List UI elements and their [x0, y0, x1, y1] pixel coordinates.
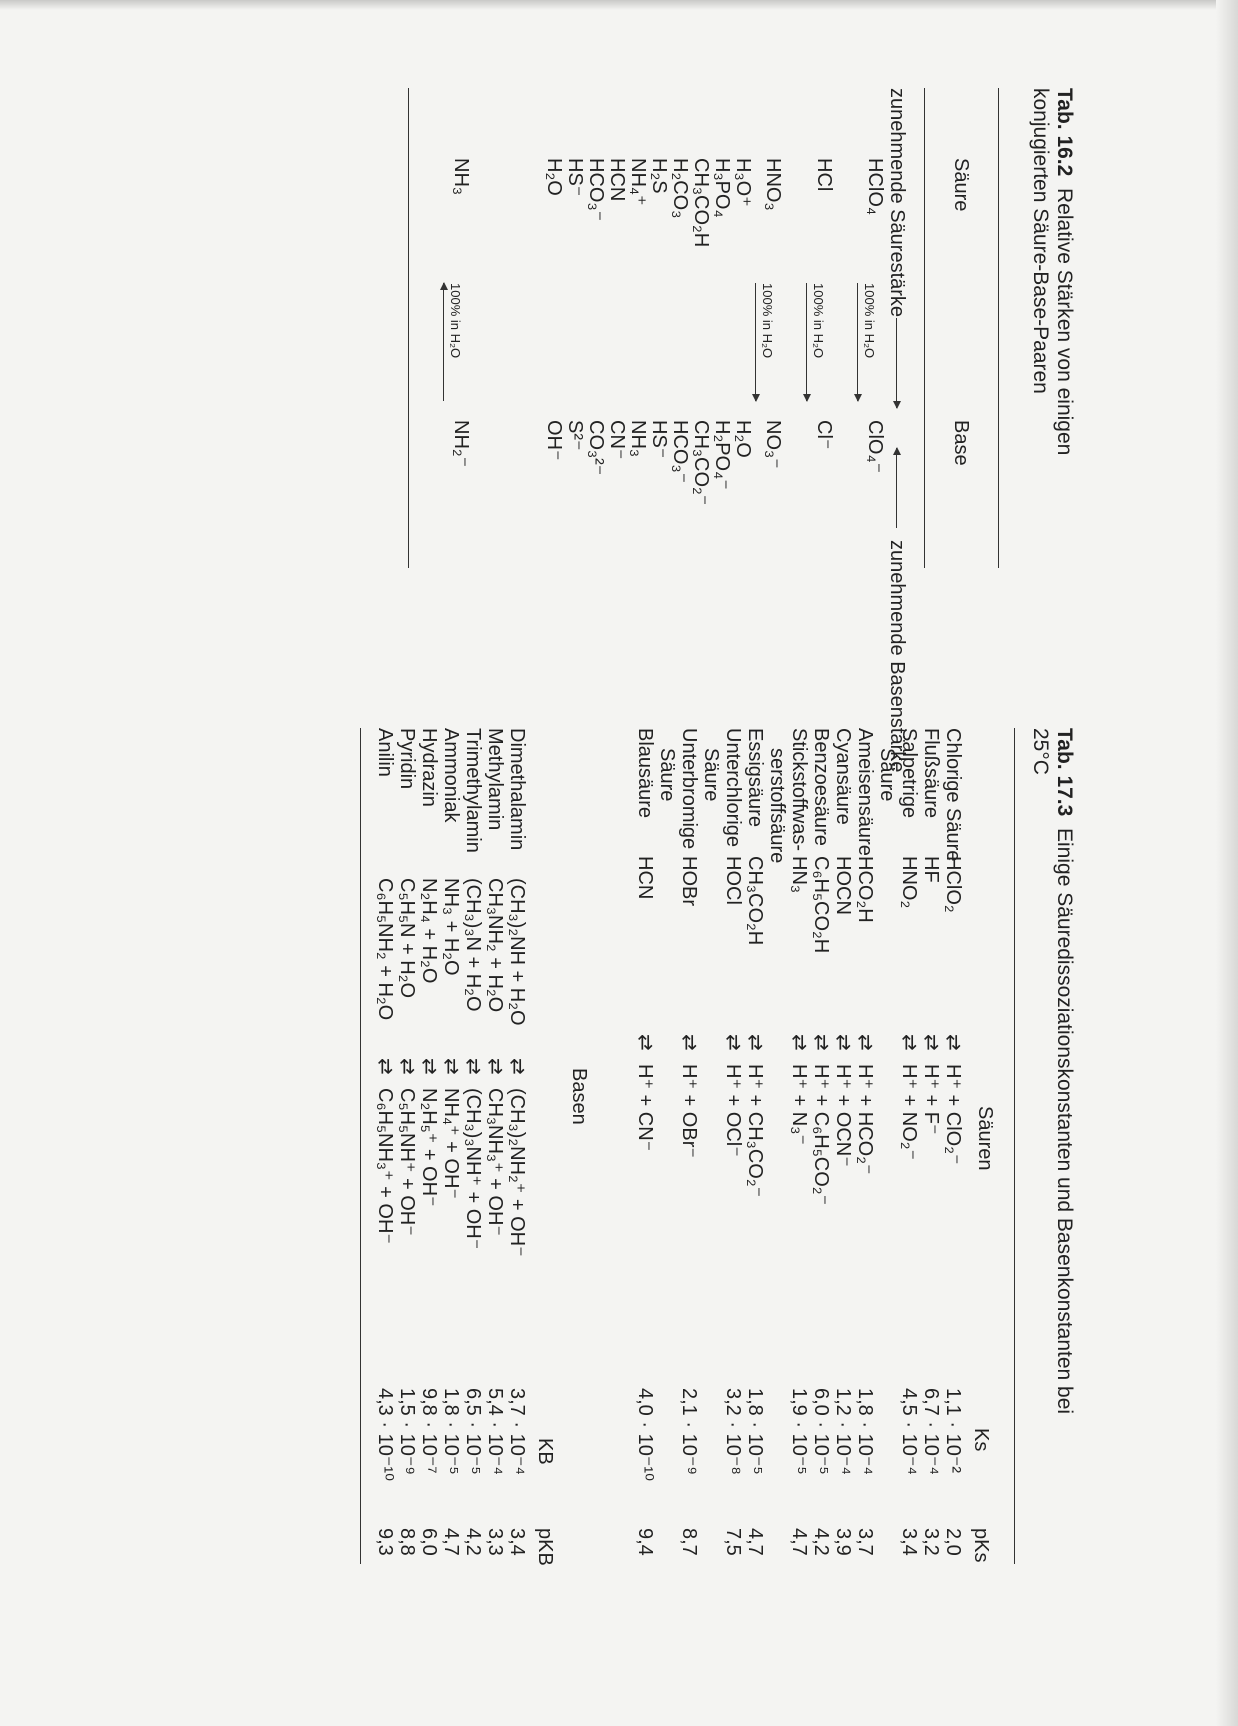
acid-products: H⁺ + OCl⁻ [722, 1064, 744, 1157]
pkb-value: 6,0 [418, 1528, 440, 1556]
tab162-acid: H₂S [648, 158, 670, 194]
base-strength-label: zunehmende Basenstärke [886, 540, 908, 773]
tab173-header-ks: Ks [970, 1428, 992, 1452]
equilibrium-arrow: ⇄ [722, 1034, 744, 1051]
tab162-row [710, 88, 734, 568]
tab173-base-row [483, 728, 507, 1564]
tab173-base-row [395, 728, 419, 1564]
tab173-header-pks: pKs [970, 1528, 992, 1563]
acid-formula: HF [920, 856, 942, 883]
tab162-base: NO₃⁻ [762, 420, 784, 469]
equilibrium-arrow: ⇄ [506, 1058, 528, 1075]
acid-name: Unterbromige [678, 728, 700, 850]
pks-value: 3,9 [832, 1528, 854, 1556]
tab173-title-line1 [1051, 728, 1077, 1414]
tab162-base: CH₃CO₂⁻ [690, 420, 712, 506]
tab162-arrow-label-3: 100% in H₂O [760, 283, 775, 359]
tab162-rule-header [924, 88, 925, 568]
tab162-row [731, 88, 755, 568]
tab173-acid-row-cont [699, 728, 723, 1564]
tab173-acid-row [941, 728, 965, 1564]
tab162-base: CO₃²⁻ [585, 420, 607, 476]
tab173-header-pkb: pKB [534, 1528, 556, 1566]
base-name: Hydrazin [418, 728, 440, 807]
pkb-value: 3,3 [484, 1528, 506, 1556]
tab162-row [584, 88, 608, 568]
equilibrium-arrow: ⇄ [440, 1058, 462, 1075]
pks-value: 7,5 [722, 1528, 744, 1556]
pks-value: 4,2 [810, 1528, 832, 1556]
ks-value: 6,0 · 10⁻⁵ [810, 1388, 832, 1475]
equilibrium-arrow: ⇄ [418, 1058, 440, 1075]
tab173-acid-row [809, 728, 833, 1564]
tab162-arrow-right-2 [806, 283, 807, 401]
acid-formula: HOCN [832, 856, 854, 915]
tab162-acid: HCN [606, 158, 628, 202]
equilibrium-arrow: ⇄ [810, 1034, 832, 1051]
kb-value: 1,5 · 10⁻⁹ [396, 1388, 418, 1475]
equilibrium-arrow: ⇄ [396, 1058, 418, 1075]
tab173-acid-row [919, 728, 943, 1564]
tab162-arrow-right-1 [857, 283, 858, 401]
tab173-acid-row [743, 728, 767, 1564]
tab173-base-row [461, 728, 485, 1564]
acid-products: H⁺ + C₆H₅CO₂⁻ [810, 1064, 832, 1206]
tab162-acid: HCl [813, 158, 835, 192]
acid-name: Ameisensäure [854, 728, 876, 856]
tab173-header-kb: KB [534, 1438, 556, 1465]
tab173-header-acids: Säuren [974, 1106, 996, 1171]
tab162-rule-top [998, 88, 999, 568]
scan-edge-top [0, 0, 1238, 10]
tab162-acid: HCO₃⁻ [585, 158, 607, 222]
tab162-row [563, 88, 587, 568]
acid-formula: HN₃ [788, 856, 810, 894]
tab162-row [542, 88, 566, 568]
tab162-acid: H₃PO₄ [711, 158, 733, 218]
ks-value: 3,2 · 10⁻⁸ [722, 1388, 744, 1475]
tab162-acid: H₃O⁺ [732, 158, 754, 207]
base-formula: C₆H₅NH₂ + H₂O [374, 878, 396, 1021]
equilibrium-arrow: ⇄ [678, 1034, 700, 1051]
acid-products: H⁺ + CN⁻ [634, 1064, 656, 1152]
pks-value: 9,4 [634, 1528, 656, 1556]
pks-value: 3,2 [920, 1528, 942, 1556]
acid-products: H⁺ + NO₂⁻ [898, 1064, 920, 1161]
acid-strength-text: zunehmende Säurestärke [886, 88, 908, 318]
tab173-header-bases: Basen [568, 1068, 590, 1125]
base-products: C₅H₅NH⁺ + OH⁻ [396, 1088, 418, 1236]
tab173-rule-bottom [360, 728, 361, 1564]
base-formula: CH₃NH₂ + H₂O [484, 878, 506, 1013]
base-name: Anilin [374, 728, 396, 777]
rotated-content [67, 88, 1077, 1648]
tab162-base: H₂PO₄⁻ [711, 420, 733, 490]
tab162-base: ClO₄⁻ [864, 420, 886, 474]
tab173-acid-row-cont [655, 728, 679, 1564]
tab162-arrow-right-3 [755, 283, 756, 401]
base-products: CH₃NH₃⁺ + OH⁻ [484, 1088, 506, 1236]
tab173-base-row [417, 728, 441, 1564]
tab162-arrow-label-4: 100% in H₂O [448, 283, 463, 359]
acid-products: H⁺ + N₃⁻ [788, 1064, 810, 1145]
pkb-value: 4,7 [440, 1528, 462, 1556]
equilibrium-arrow: ⇄ [788, 1034, 810, 1051]
acid-name: Salpetrige [898, 728, 920, 819]
base-products: (CH₃)₃NH⁺ + OH⁻ [462, 1088, 484, 1250]
acid-formula: HCO₂H [854, 856, 876, 923]
acid-formula: HOCl [722, 856, 744, 905]
tab162-acid: H₂O [543, 158, 565, 196]
tab173-title-line2: 25°C [1029, 728, 1052, 775]
tab173-base-row [439, 728, 463, 1564]
acid-products: H⁺ + OCN⁻ [832, 1064, 854, 1167]
tab162-base: OH⁻ [543, 420, 565, 461]
tab162-arrow-left-4 [443, 283, 444, 401]
tab162-row [605, 88, 629, 568]
base-products: NH₄⁺ + OH⁻ [440, 1088, 462, 1199]
tab162-title-line1 [1051, 88, 1077, 455]
equilibrium-arrow: ⇄ [744, 1034, 766, 1051]
acid-name-cont: Säure [656, 748, 678, 802]
kb-value: 1,8 · 10⁻⁵ [440, 1388, 462, 1475]
acid-formula: HClO₂ [942, 856, 964, 913]
tab162-title-number: Tab. 16.2 [1053, 88, 1076, 177]
tab162-acid: H₂CO₃ [669, 158, 691, 219]
acid-name-cont: serstoffsäure [766, 748, 788, 864]
tab162-base: CN⁻ [606, 420, 628, 460]
tab173-acid-row [677, 728, 701, 1564]
ks-value: 2,1 · 10⁻⁹ [678, 1388, 700, 1475]
base-products: N₂H₅⁺ + OH⁻ [418, 1088, 440, 1207]
pks-value: 8,7 [678, 1528, 700, 1556]
tab173-acid-row-cont [765, 728, 789, 1564]
equilibrium-arrow: ⇄ [484, 1058, 506, 1075]
acid-products: H⁺ + OBr⁻ [678, 1064, 700, 1158]
acid-name: Blausäure [634, 728, 656, 819]
tab173-acid-row [853, 728, 877, 1564]
equilibrium-arrow: ⇄ [634, 1034, 656, 1051]
base-formula: NH₃ + H₂O [440, 878, 462, 976]
tab173-acid-row [721, 728, 745, 1564]
acid-products: H⁺ + ClO₂⁻ [942, 1064, 964, 1165]
pks-value: 3,4 [898, 1528, 920, 1556]
pks-value: 4,7 [744, 1528, 766, 1556]
base-formula: (CH₃)₃N + H₂O [462, 878, 484, 1012]
acid-name: Essigsäure [744, 728, 766, 827]
pks-value: 3,7 [854, 1528, 876, 1556]
tab162-row [647, 88, 671, 568]
tab162-base: HCO₃⁻ [669, 420, 691, 484]
base-name: Ammoniak [440, 728, 462, 823]
tab162-title-line2: konjugierten Säure-Base-Paaren [1029, 88, 1052, 394]
acid-name: Flußsäure [920, 728, 942, 819]
base-formula: (CH₃)₂NH + H₂O [506, 878, 528, 1026]
tab162-acid: NH₃ [450, 158, 472, 196]
kb-value: 6,5 · 10⁻⁵ [462, 1388, 484, 1475]
tab173-acid-row [897, 728, 921, 1564]
tab162-base: S²⁻ [564, 420, 586, 451]
acid-name: Benzoesäure [810, 728, 832, 846]
ks-value: 1,1 · 10⁻² [942, 1388, 964, 1474]
pks-value: 4,7 [788, 1528, 810, 1556]
kb-value: 3,7 · 10⁻⁴ [506, 1388, 528, 1475]
tab173-acid-row [831, 728, 855, 1564]
tab162-row [689, 88, 713, 568]
tab162-header-base: Base [950, 420, 972, 466]
kb-value: 4,3 · 10⁻¹⁰ [374, 1388, 396, 1482]
pks-value: 2,0 [942, 1528, 964, 1556]
tab162-base: NH₂⁻ [450, 420, 472, 468]
tab162-acid: HClO₄ [864, 158, 886, 216]
ks-value: 1,9 · 10⁻⁵ [788, 1388, 810, 1475]
acid-name: Stickstoffwas- [788, 728, 810, 851]
pkb-value: 8,8 [396, 1528, 418, 1556]
tab162-acid: HNO₃ [762, 158, 784, 211]
acid-strength-label [885, 88, 909, 317]
ks-value: 1,8 · 10⁻⁵ [744, 1388, 766, 1475]
pkb-value: 4,2 [462, 1528, 484, 1556]
tab162-header-acid: Säure [950, 158, 972, 212]
tab162-row [626, 88, 650, 568]
kb-value: 5,4 · 10⁻⁴ [484, 1388, 506, 1475]
acid-products: H⁺ + HCO₂⁻ [854, 1064, 876, 1175]
pkb-value: 3,4 [506, 1528, 528, 1556]
kb-value: 9,8 · 10⁻⁷ [418, 1388, 440, 1474]
base-name: Methylamin [484, 728, 506, 831]
tab162-arrow-label-1: 100% in H₂O [862, 283, 877, 359]
acid-name-cont: Säure [700, 748, 722, 802]
acid-name: Cyansäure [832, 728, 854, 825]
tab162-acid: CH₃CO₂H [690, 158, 712, 248]
acid-formula: HCN [634, 856, 656, 900]
acid-formula: HOBr [678, 856, 700, 906]
ks-value: 6,7 · 10⁻⁴ [920, 1388, 942, 1475]
ks-value: 4,5 · 10⁻⁴ [898, 1388, 920, 1475]
ks-value: 1,2 · 10⁻⁴ [832, 1388, 854, 1475]
acid-formula: C₆H₅CO₂H [810, 856, 832, 954]
acid-formula: HNO₂ [898, 856, 920, 909]
base-products: C₆H₅NH₃⁺ + OH⁻ [374, 1088, 396, 1244]
base-name: Trimethylamin [462, 728, 484, 853]
tab173-rule-top [1014, 728, 1015, 1564]
equilibrium-arrow: ⇄ [942, 1034, 964, 1051]
acid-name: Unterchlorige [722, 728, 744, 847]
tab173-title-text: Einige Säuredissoziationskonstanten und Basenkonstanten bei [1053, 828, 1076, 1415]
ks-value: 4,0 · 10⁻¹⁰ [634, 1388, 656, 1482]
tab162-base: H₂O [732, 420, 754, 458]
base-products: (CH₃)₂NH₂⁺ + OH⁻ [506, 1088, 528, 1257]
scan-edge-right [1216, 0, 1238, 1726]
tab162-base: HS⁻ [648, 420, 670, 459]
equilibrium-arrow: ⇄ [854, 1034, 876, 1051]
acid-strength-arrow [896, 318, 897, 408]
tab173-acid-row [787, 728, 811, 1564]
acid-name-cont: Säure [876, 748, 898, 802]
base-formula: C₅H₅N + H₂O [396, 878, 418, 998]
pkb-value: 9,3 [374, 1528, 396, 1556]
tab162-title-text: Relative Stärken von einigen [1053, 188, 1076, 456]
tab173-base-row [373, 728, 397, 1564]
acid-products: H⁺ + F⁻ [920, 1064, 942, 1135]
tab162-base: Cl⁻ [813, 420, 835, 450]
base-name: Dimethalamin [506, 728, 528, 851]
tab173-title-number: Tab. 17.3 [1053, 728, 1076, 817]
base-name: Pyridin [396, 728, 418, 790]
tab162-base: NH₃ [627, 420, 649, 458]
tab162-row [668, 88, 692, 568]
equilibrium-arrow: ⇄ [832, 1034, 854, 1051]
equilibrium-arrow: ⇄ [898, 1034, 920, 1051]
equilibrium-arrow: ⇄ [920, 1034, 942, 1051]
base-strength-arrow [896, 448, 897, 528]
equilibrium-arrow: ⇄ [462, 1058, 484, 1075]
tab173-acid-row [633, 728, 657, 1564]
tab162-arrow-label-2: 100% in H₂O [811, 283, 826, 359]
tab173-acid-row-cont [875, 728, 899, 1564]
ks-value: 1,8 · 10⁻⁴ [854, 1388, 876, 1475]
acid-products: H⁺ + CH₃CO₂⁻ [744, 1064, 766, 1198]
tab162-acid: HS⁻ [564, 158, 586, 197]
acid-name: Chlorige Säure [942, 728, 964, 862]
tab162-rule-bottom [408, 88, 409, 568]
base-formula: N₂H₄ + H₂O [418, 878, 440, 984]
equilibrium-arrow: ⇄ [374, 1058, 396, 1075]
tab162-acid: NH₄⁺ [627, 158, 649, 206]
tab173-base-row [505, 728, 529, 1564]
acid-formula: CH₃CO₂H [744, 856, 766, 946]
